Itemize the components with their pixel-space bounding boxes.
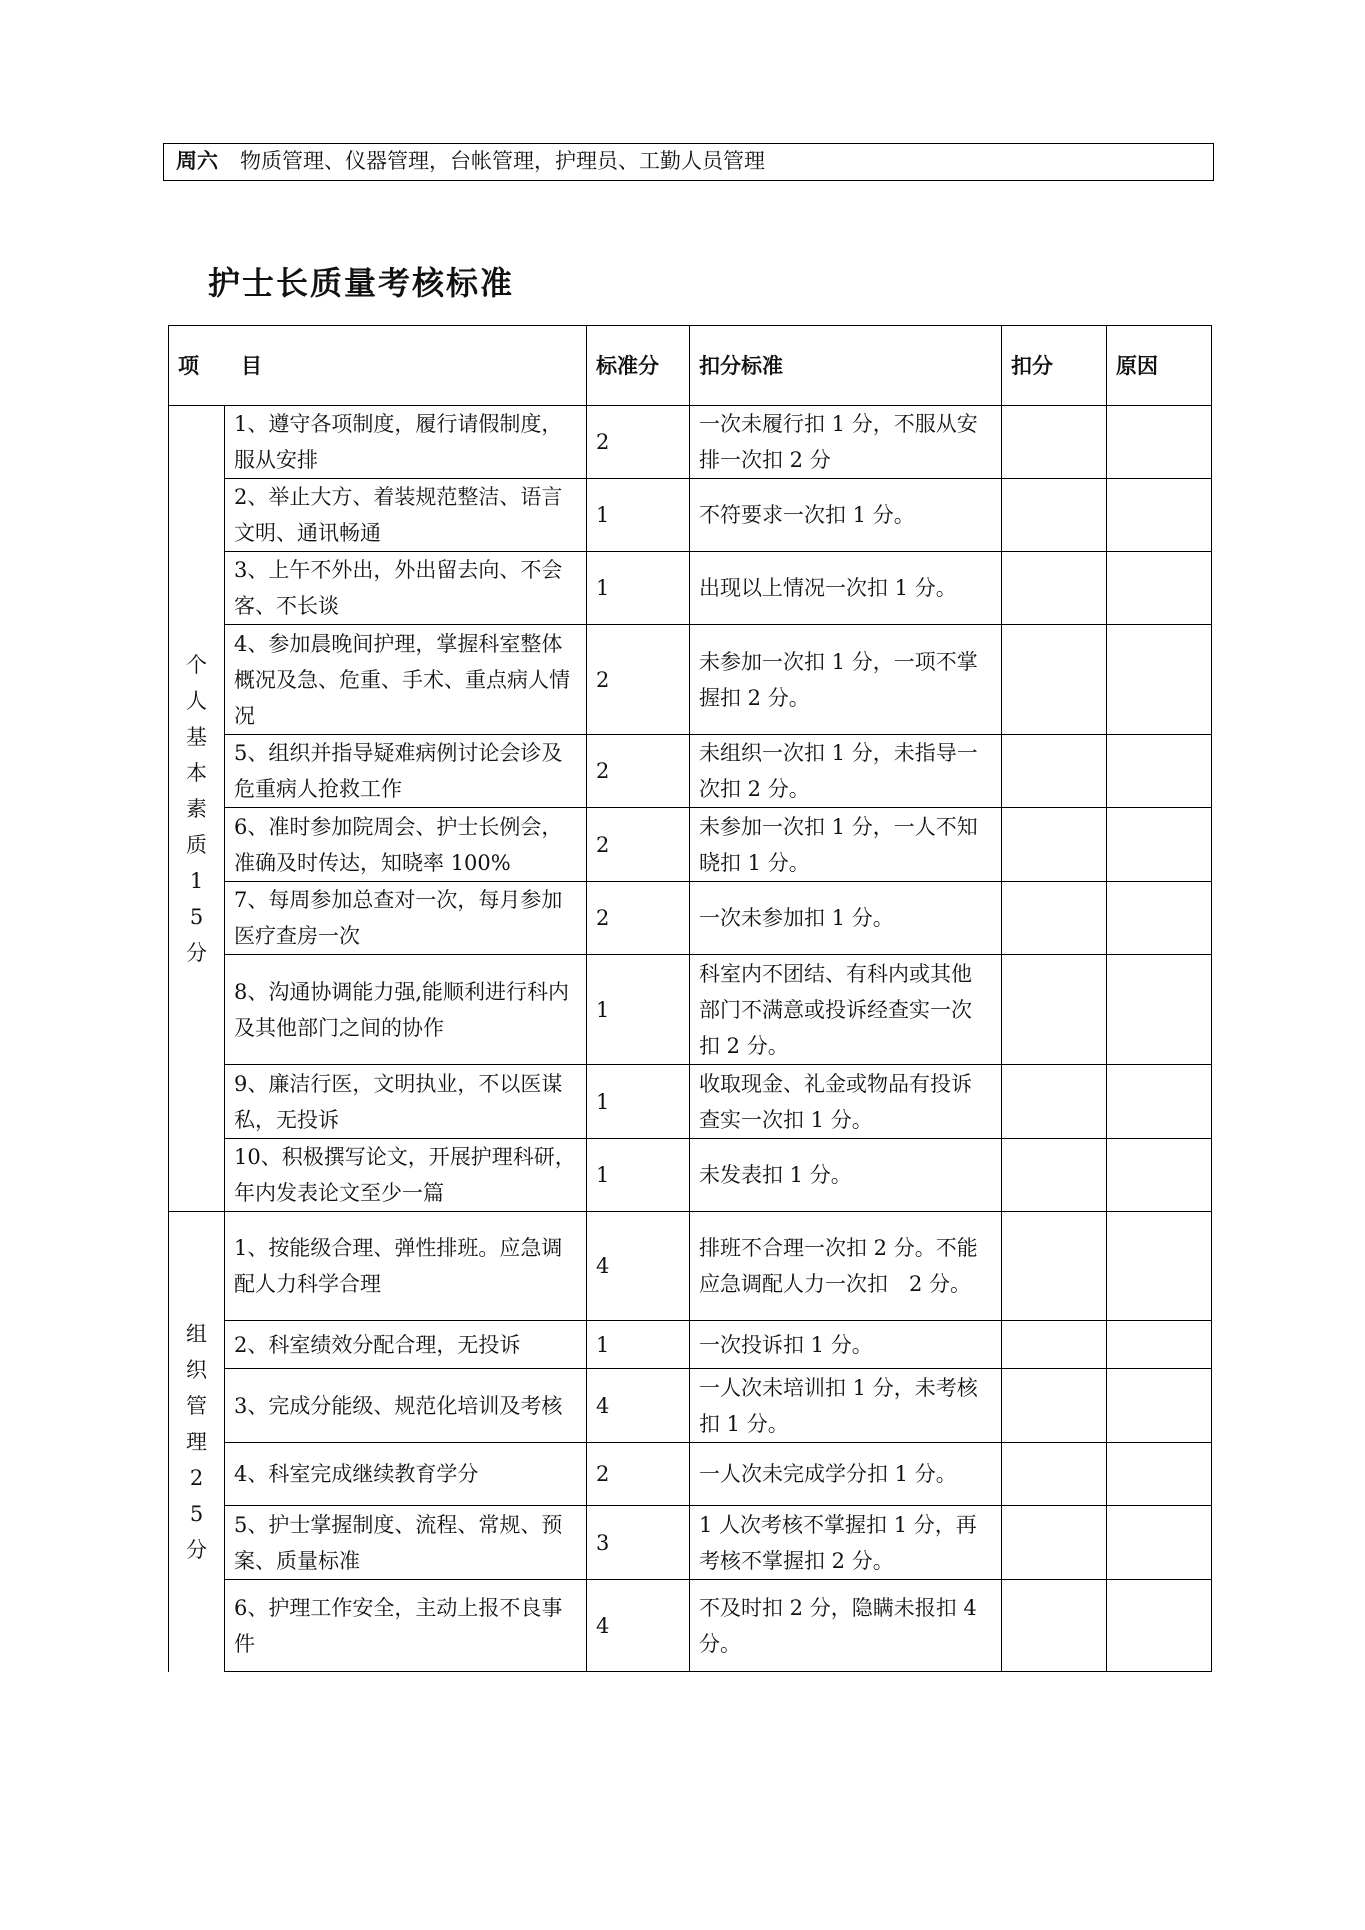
criteria-cell: 未发表扣 1 分。 [690, 1139, 1002, 1212]
criteria-cell: 不符要求一次扣 1 分。 [690, 479, 1002, 552]
criteria-cell: 一次未参加扣 1 分。 [690, 882, 1002, 955]
table-row [169, 1212, 1212, 1321]
table-row [169, 552, 1212, 625]
header-reason: 原因 [1107, 326, 1212, 406]
header-deduction: 扣分 [1002, 326, 1107, 406]
reason-cell [1107, 1369, 1212, 1443]
criteria-cell: 一次投诉扣 1 分。 [690, 1321, 1002, 1369]
table-row [169, 1369, 1212, 1443]
item-cell: 6、准时参加院周会、护士长例会，准确及时传达，知晓率 100% [225, 808, 587, 882]
reason-cell [1107, 1443, 1212, 1506]
assessment-table [168, 325, 1212, 1672]
item-cell: 5、组织并指导疑难病例讨论会诊及危重病人抢救工作 [225, 735, 587, 808]
score-cell: 1 [587, 1065, 690, 1139]
table-row [169, 479, 1212, 552]
reason-cell [1107, 1321, 1212, 1369]
table-row [169, 1580, 1212, 1672]
deduction-cell [1002, 882, 1107, 955]
item-cell: 3、完成分能级、规范化培训及考核 [225, 1369, 587, 1443]
table-row [169, 625, 1212, 735]
deduction-cell [1002, 406, 1107, 479]
header-standard-score: 标准分 [587, 326, 690, 406]
reason-cell [1107, 955, 1212, 1065]
criteria-cell: 收取现金、礼金或物品有投诉查实一次扣 1 分。 [690, 1065, 1002, 1139]
deduction-cell [1002, 808, 1107, 882]
reason-cell [1107, 1065, 1212, 1139]
score-cell: 2 [587, 1443, 690, 1506]
criteria-cell: 一人次未完成学分扣 1 分。 [690, 1443, 1002, 1506]
score-cell: 1 [587, 552, 690, 625]
reason-cell [1107, 882, 1212, 955]
reason-cell [1107, 406, 1212, 479]
header-item: 项 目 [169, 326, 587, 406]
item-cell: 5、护士掌握制度、流程、常规、预案、质量标准 [225, 1506, 587, 1580]
reason-cell [1107, 735, 1212, 808]
item-cell: 9、廉洁行医，文明执业，不以医谋私，无投诉 [225, 1065, 587, 1139]
item-cell: 2、举止大方、着装规范整洁、语言文明、通讯畅通 [225, 479, 587, 552]
item-cell: 2、科室绩效分配合理，无投诉 [225, 1321, 587, 1369]
deduction-cell [1002, 735, 1107, 808]
table-row [169, 808, 1212, 882]
item-cell: 6、护理工作安全，主动上报不良事件 [225, 1580, 587, 1672]
criteria-cell: 一人次未培训扣 1 分，未考核扣 1 分。 [690, 1369, 1002, 1443]
table-header-row [169, 326, 1212, 406]
score-cell: 2 [587, 625, 690, 735]
score-cell: 4 [587, 1369, 690, 1443]
item-cell: 10、积极撰写论文，开展护理科研，年内发表论文至少一篇 [225, 1139, 587, 1212]
item-cell: 3、上午不外出，外出留去向、不会客、不长谈 [225, 552, 587, 625]
reason-cell [1107, 1139, 1212, 1212]
category-organization-management: 组织管理25分 [169, 1212, 225, 1672]
category-personal-quality: 个人基本素质15分 [169, 406, 225, 1212]
criteria-cell: 未参加一次扣 1 分，一人不知晓扣 1 分。 [690, 808, 1002, 882]
score-cell: 2 [587, 808, 690, 882]
deduction-cell [1002, 479, 1107, 552]
score-cell: 3 [587, 1506, 690, 1580]
criteria-cell: 科室内不团结、有科内或其他部门不满意或投诉经查实一次扣 2 分。 [690, 955, 1002, 1065]
criteria-cell: 未组织一次扣 1 分，未指导一次扣 2 分。 [690, 735, 1002, 808]
reason-cell [1107, 808, 1212, 882]
score-cell: 2 [587, 735, 690, 808]
score-cell: 1 [587, 1321, 690, 1369]
deduction-cell [1002, 1369, 1107, 1443]
deduction-cell [1002, 1506, 1107, 1580]
item-cell: 4、参加晨晚间护理，掌握科室整体概况及急、危重、手术、重点病人情况 [225, 625, 587, 735]
table-row [169, 406, 1212, 479]
deduction-cell [1002, 1212, 1107, 1321]
day-label: 周六 [176, 148, 218, 173]
reason-cell [1107, 625, 1212, 735]
deduction-cell [1002, 552, 1107, 625]
criteria-cell: 一次未履行扣 1 分，不服从安排一次扣 2 分 [690, 406, 1002, 479]
deduction-cell [1002, 1443, 1107, 1506]
criteria-cell: 出现以上情况一次扣 1 分。 [690, 552, 1002, 625]
score-cell: 1 [587, 479, 690, 552]
reason-cell [1107, 1212, 1212, 1321]
score-cell: 2 [587, 406, 690, 479]
item-cell: 1、按能级合理、弹性排班。应急调配人力科学合理 [225, 1212, 587, 1321]
deduction-cell [1002, 1321, 1107, 1369]
criteria-cell: 不及时扣 2 分，隐瞒未报扣 4 分。 [690, 1580, 1002, 1672]
item-cell: 1、遵守各项制度，履行请假制度，服从安排 [225, 406, 587, 479]
deduction-cell [1002, 1580, 1107, 1672]
schedule-row-saturday [163, 143, 1214, 181]
score-cell: 4 [587, 1212, 690, 1321]
reason-cell [1107, 552, 1212, 625]
criteria-cell: 1 人次考核不掌握扣 1 分，再考核不掌握扣 2 分。 [690, 1506, 1002, 1580]
table-row [169, 1443, 1212, 1506]
page-title: 护士长质量考核标准 [208, 264, 515, 302]
table-row [169, 882, 1212, 955]
table-row [169, 1321, 1212, 1369]
table-row [169, 955, 1212, 1065]
table-row [169, 1506, 1212, 1580]
reason-cell [1107, 1580, 1212, 1672]
deduction-cell [1002, 1065, 1107, 1139]
criteria-cell: 排班不合理一次扣 2 分。不能应急调配人力一次扣 2 分。 [690, 1212, 1002, 1321]
deduction-cell [1002, 955, 1107, 1065]
criteria-cell: 未参加一次扣 1 分，一项不掌握扣 2 分。 [690, 625, 1002, 735]
reason-cell [1107, 1506, 1212, 1580]
deduction-cell [1002, 1139, 1107, 1212]
day-content: 物质管理、仪器管理，台帐管理，护理员、工勤人员管理 [240, 149, 765, 173]
item-cell: 4、科室完成继续教育学分 [225, 1443, 587, 1506]
score-cell: 2 [587, 882, 690, 955]
table-row [169, 1065, 1212, 1139]
score-cell: 4 [587, 1580, 690, 1672]
reason-cell [1107, 479, 1212, 552]
item-cell: 7、每周参加总查对一次，每月参加医疗查房一次 [225, 882, 587, 955]
item-cell: 8、沟通协调能力强,能顺利进行科内及其他部门之间的协作 [225, 955, 587, 1065]
score-cell: 1 [587, 1139, 690, 1212]
table-row [169, 735, 1212, 808]
score-cell: 1 [587, 955, 690, 1065]
deduction-cell [1002, 625, 1107, 735]
header-criteria: 扣分标准 [690, 326, 1002, 406]
table-row [169, 1139, 1212, 1212]
